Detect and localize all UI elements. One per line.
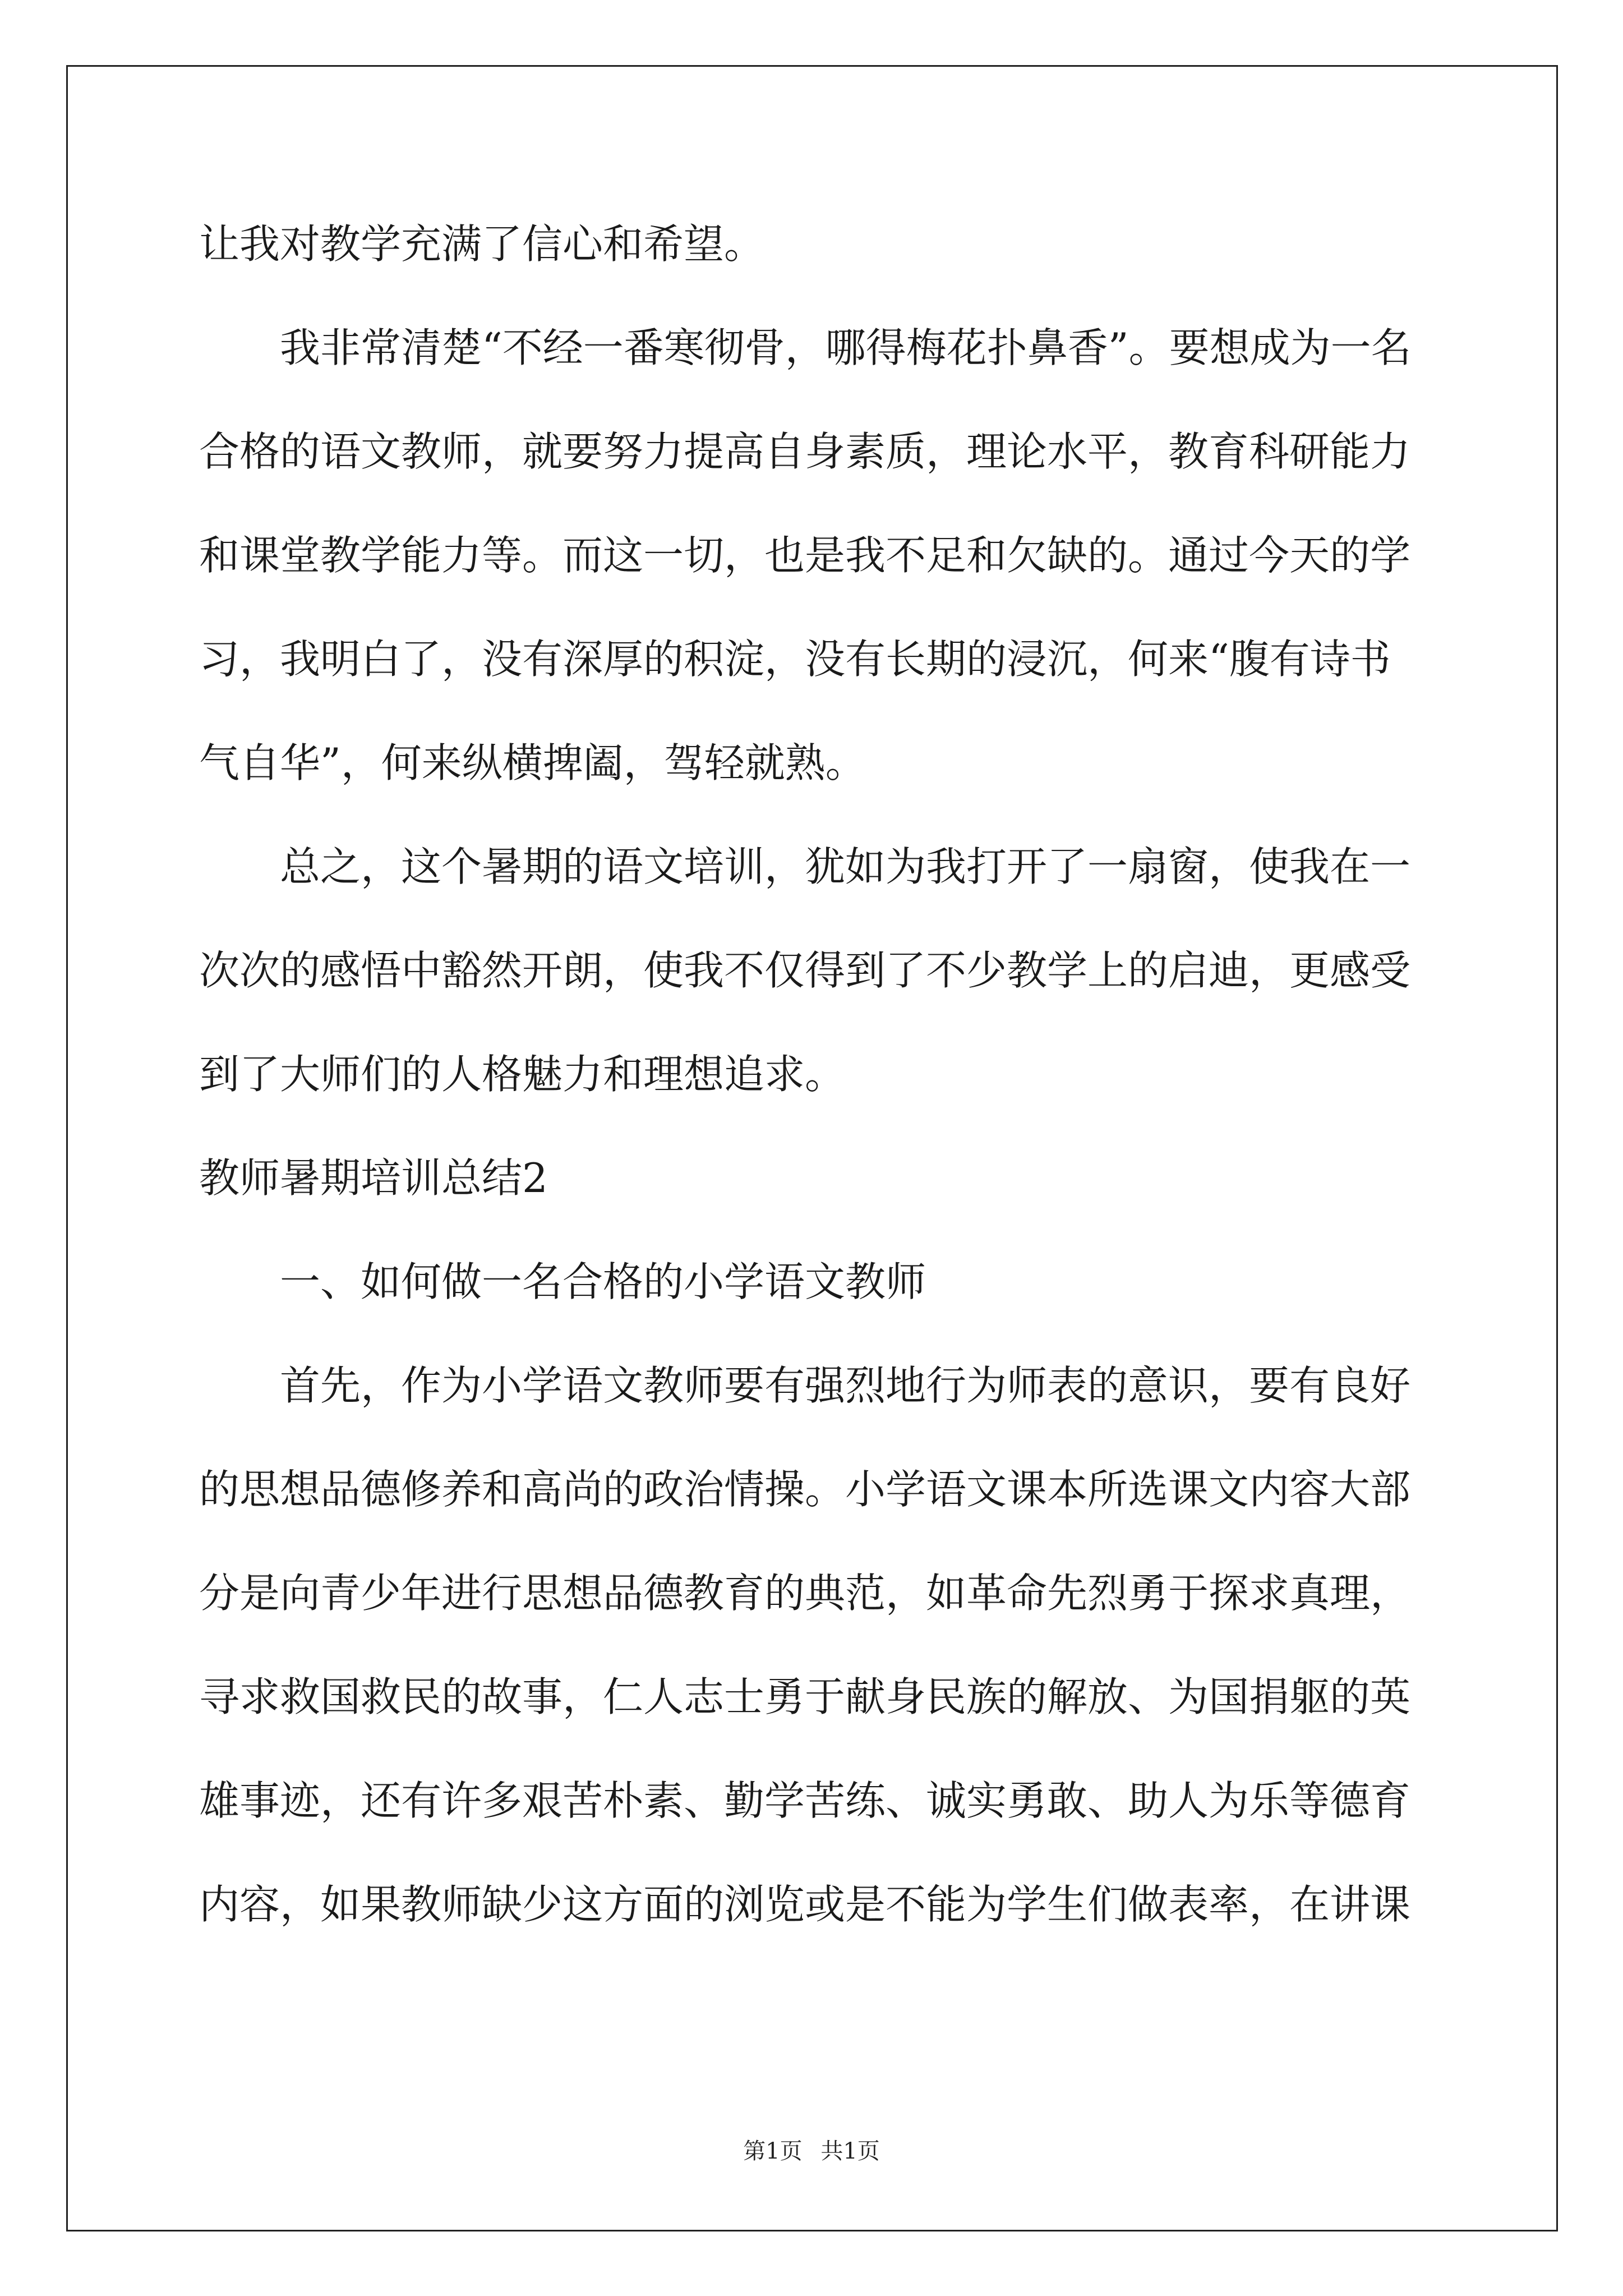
subsection-heading: 一、如何做一名合格的小学语文教师: [280, 1258, 926, 1305]
text-line: 习，我明白了，没有深厚的积淀，没有长期的浸沉，何来“腹有诗书: [199, 636, 1391, 683]
page-number-current: 第1页: [743, 2138, 803, 2164]
text-line: 和课堂教学能力等。而这一切，也是我不足和欠缺的。通过今天的学: [199, 532, 1411, 579]
text-line: 的思想品德修养和高尚的政治情操。小学语文课本所选课文内容大部: [199, 1466, 1411, 1513]
text-line: 内容，如果教师缺少这方面的浏览或是不能为学生们做表率，在讲课: [199, 1881, 1411, 1928]
text-line: 气自华”，何来纵横捭阖，驾轻就熟。: [199, 739, 866, 786]
text-line: 分是向青少年进行思想品德教育的典范，如革命先烈勇于探求真理，: [199, 1570, 1411, 1617]
paragraph-start-line: 总之，这个暑期的语文培训，犹如为我打开了一扇窗，使我在一: [280, 843, 1411, 890]
text-line: 雄事迹，还有许多艰苦朴素、勤学苦练、诚实勇敢、助人为乐等德育: [199, 1777, 1411, 1824]
paragraph-start-line: 我非常清楚“不经一番寒彻骨，哪得梅花扑鼻香”。要想成为一名: [280, 324, 1412, 371]
text-line: 让我对教学充满了信心和希望。: [199, 220, 765, 268]
paragraph-start-line: 首先，作为小学语文教师要有强烈地行为师表的意识，要有良好: [280, 1362, 1411, 1409]
text-line: 次次的感悟中豁然开朗，使我不仅得到了不少教学上的启迪，更感受: [199, 947, 1411, 994]
section-heading: 教师暑期培训总结2: [199, 1154, 548, 1202]
text-line: 到了大师们的人格魅力和理想追求。: [199, 1051, 846, 1098]
text-line: 寻求救国救民的故事，仁人志士勇于献身民族的解放、为国捐躯的英: [199, 1673, 1411, 1720]
page-number-total: 共1页: [820, 2138, 880, 2164]
text-line: 合格的语文教师，就要努力提高自身素质，理论水平，教育科研能力: [199, 428, 1411, 475]
page-footer: [0, 2134, 1623, 2168]
